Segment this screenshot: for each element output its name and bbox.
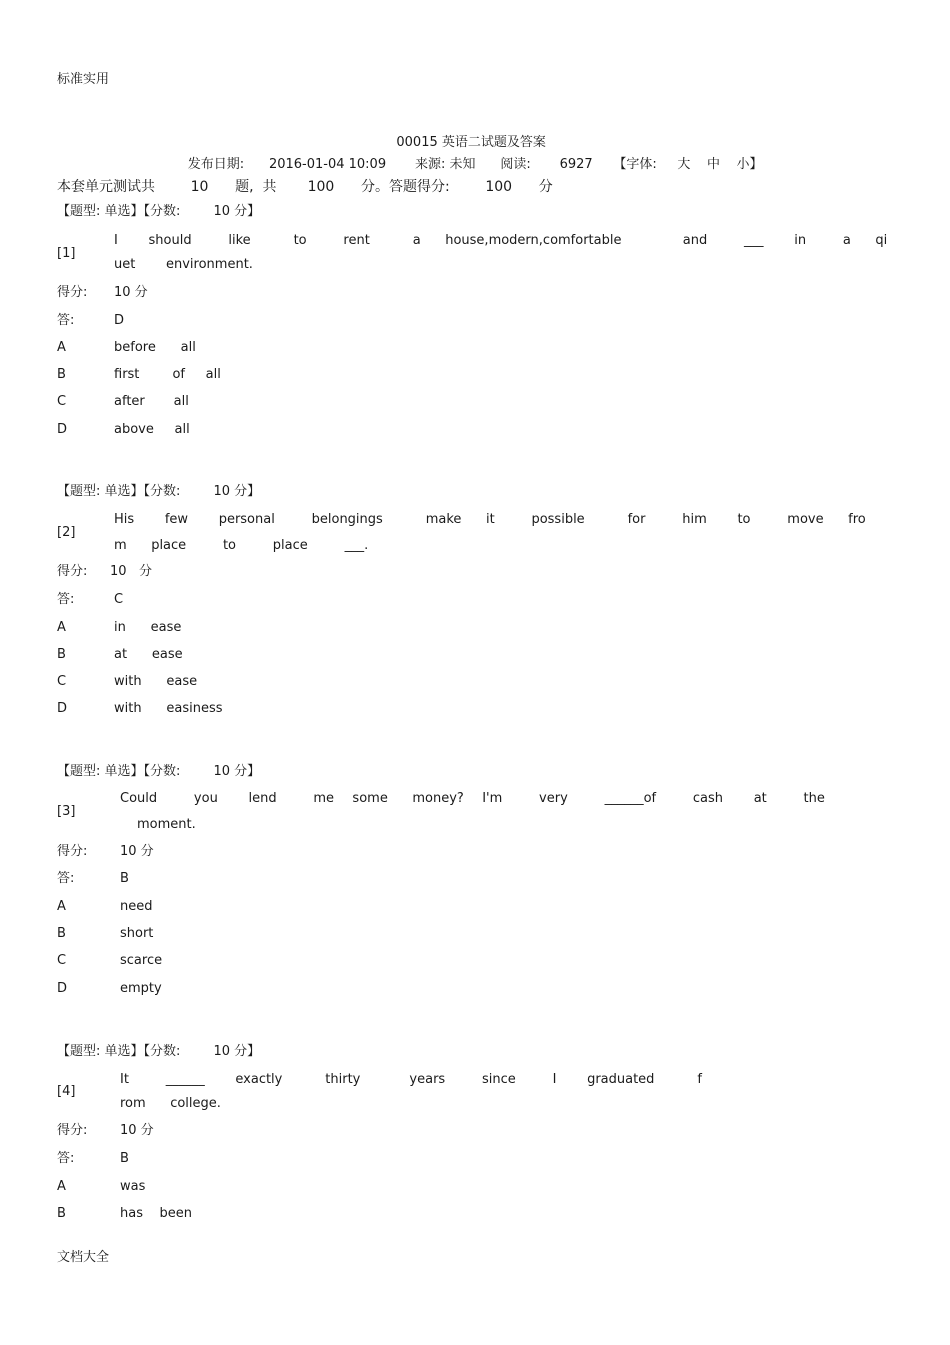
page-title-text: 00015 英语二试题及答案 bbox=[396, 135, 546, 150]
question-text-line: rom college. bbox=[120, 1096, 221, 1111]
footer-note: 文档大全 bbox=[57, 1250, 110, 1265]
score-value: 10 分 bbox=[120, 844, 154, 859]
answer-value: D bbox=[114, 313, 125, 328]
option-text: above all bbox=[114, 422, 190, 437]
score-label: 得分: bbox=[57, 564, 88, 579]
answer-value: B bbox=[120, 871, 129, 886]
option-text: short bbox=[120, 926, 154, 941]
option-letter: A bbox=[57, 899, 66, 914]
option-letter: A bbox=[57, 620, 66, 635]
answer-value: C bbox=[114, 592, 124, 607]
option-letter: B bbox=[57, 1206, 66, 1221]
question-text-line: moment. bbox=[137, 817, 196, 832]
score-label: 得分: bbox=[57, 285, 88, 300]
option-text: empty bbox=[120, 981, 162, 996]
question-meta: 【题型: 单选】【分数: 10 分】 bbox=[57, 204, 261, 219]
answer-label: 答: bbox=[57, 1151, 75, 1166]
score-value: 10 分 bbox=[110, 564, 152, 579]
option-letter: D bbox=[57, 422, 68, 437]
option-text: need bbox=[120, 899, 153, 914]
score-label: 得分: bbox=[57, 844, 88, 859]
publish-meta bbox=[0, 145, 950, 171]
answer-label: 答: bbox=[57, 871, 75, 886]
option-text: in ease bbox=[114, 620, 182, 635]
question-number: [3] bbox=[57, 804, 76, 819]
header-note: 标准实用 bbox=[57, 72, 110, 87]
test-summary: 本套单元测试共 10 题, 共 100 分。答题得分: 100 分 bbox=[57, 179, 553, 195]
score-value: 10 分 bbox=[120, 1123, 154, 1138]
question-meta: 【题型: 单选】【分数: 10 分】 bbox=[57, 764, 261, 779]
publish-meta-text: 发布日期: 2016-01-04 10:09 来源: 未知 阅读: 6927 【字体: 大 中 小】 bbox=[187, 157, 763, 172]
score-value: 10 分 bbox=[114, 285, 148, 300]
question-meta: 【题型: 单选】【分数: 10 分】 bbox=[57, 1044, 261, 1059]
option-text: scarce bbox=[120, 953, 163, 968]
option-text: with ease bbox=[114, 674, 198, 689]
option-text: after all bbox=[114, 394, 189, 409]
question-number: [2] bbox=[57, 525, 76, 540]
option-text: before all bbox=[114, 340, 196, 355]
option-letter: D bbox=[57, 701, 68, 716]
option-letter: C bbox=[57, 953, 67, 968]
option-letter: C bbox=[57, 394, 67, 409]
question-meta: 【题型: 单选】【分数: 10 分】 bbox=[57, 484, 261, 499]
answer-label: 答: bbox=[57, 592, 75, 607]
question-text-line: I should like to rent a house,modern,comfortable and ___ in a qi bbox=[114, 233, 888, 248]
question-text-line: His few personal belongings make it possible for him to move fro bbox=[114, 512, 866, 527]
answer-value: B bbox=[120, 1151, 129, 1166]
option-text: with easiness bbox=[114, 701, 223, 716]
option-text: was bbox=[120, 1179, 146, 1194]
score-label: 得分: bbox=[57, 1123, 88, 1138]
option-letter: B bbox=[57, 367, 66, 382]
question-text-line: Could you lend me some money? I'm very ______of cash at the bbox=[120, 791, 825, 806]
answer-label: 答: bbox=[57, 313, 75, 328]
option-letter: B bbox=[57, 926, 66, 941]
question-number: [1] bbox=[57, 246, 76, 261]
question-text-line: m place to place ___. bbox=[114, 538, 369, 553]
option-letter: A bbox=[57, 340, 66, 355]
option-text: at ease bbox=[114, 647, 183, 662]
option-text: first of all bbox=[114, 367, 221, 382]
option-letter: A bbox=[57, 1179, 66, 1194]
question-text-line: uet environment. bbox=[114, 257, 253, 272]
option-letter: D bbox=[57, 981, 68, 996]
question-number: [4] bbox=[57, 1084, 76, 1099]
option-text: has been bbox=[120, 1206, 192, 1221]
option-letter: C bbox=[57, 674, 67, 689]
question-text-line: It ______ exactly thirty years since I graduated f bbox=[120, 1072, 702, 1087]
option-letter: B bbox=[57, 647, 66, 662]
